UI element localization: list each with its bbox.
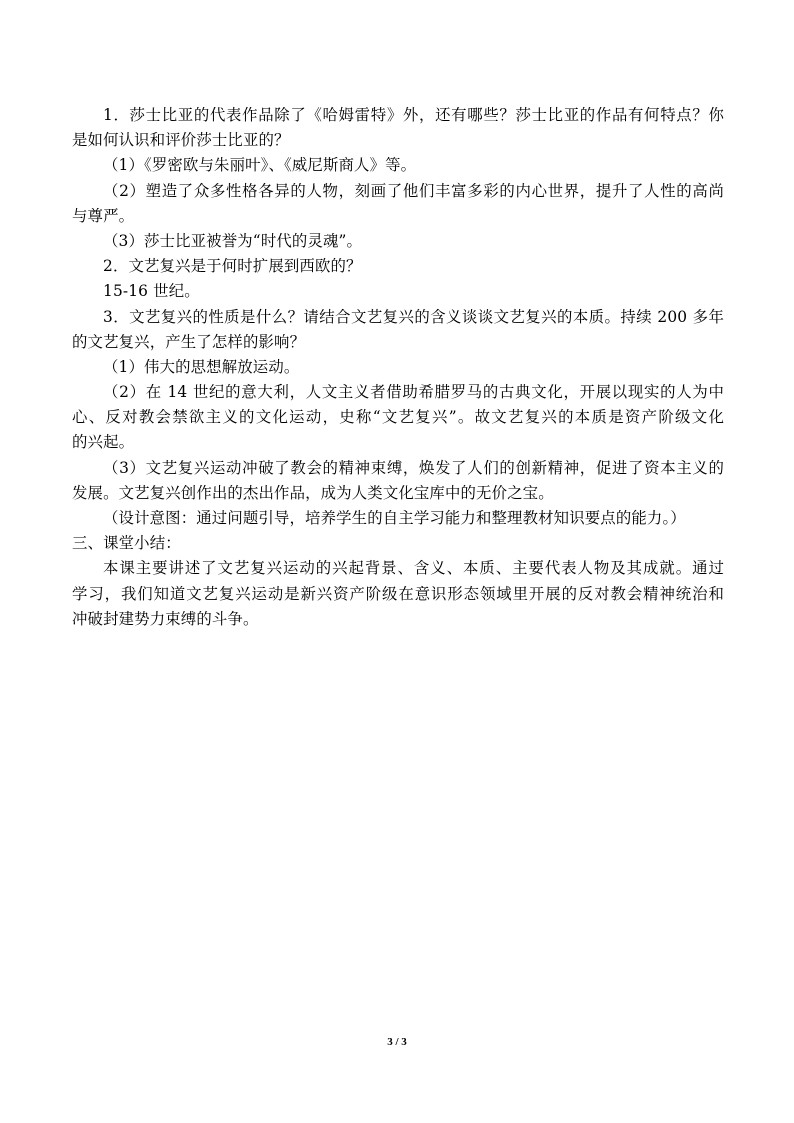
answer-1-part-2-line-1: （2）塑造了众多性格各异的人物，刻画了他们丰富多彩的内心世界，提升了人性的高尚 (103, 181, 724, 200)
answer-3-part-2-line-2: 心、反对教会禁欲主义的文化运动，史称“文艺复兴”。故文艺复兴的本质是资产阶级文化 (72, 408, 724, 427)
page-number: 3 / 3 (387, 1036, 407, 1048)
summary-line-1: 本课主要讲述了文艺复兴运动的兴起背景、含义、本质、主要代表人物及其成就。通过 (103, 559, 724, 578)
answer-1-part-2-line-2: 与尊严。 (72, 206, 135, 225)
answer-1-part-1: （1）《罗密欧与朱丽叶》、《威尼斯商人》等。 (103, 156, 417, 175)
design-intent-note: （设计意图：通过问题引导，培养学生的自主学习能力和整理教材知识要点的能力。） (103, 509, 686, 527)
answer-3-part-2-line-1: （2）在 14 世纪的意大利，人文主义者借助希腊罗马的古典文化，开展以现实的人为中 (103, 383, 724, 402)
summary-line-2: 学习，我们知道文艺复兴运动是新兴资产阶级在意识形态领域里开展的反对教会精神统治和 (72, 584, 724, 603)
question-3-line-1: 3．文艺复兴的性质是什么？请结合文艺复兴的含义谈谈文艺复兴的本质。持续 200 多年 (103, 307, 724, 326)
question-1-line-2: 是如何认识和评价莎士比亚的？ (72, 131, 290, 150)
question-3-line-2: 的文艺复兴，产生了怎样的影响？ (72, 332, 306, 351)
answer-3-part-2-line-3: 的兴起。 (72, 433, 135, 452)
answer-1-part-3: （3）莎士比亚被誉为“时代的灵魂”。 (103, 231, 363, 250)
answer-3-part-3-line-2: 发展。文艺复兴创作出的杰出作品，成为人类文化宝库中的无价之宝。 (72, 483, 554, 502)
answer-3-part-3-line-1: （3）文艺复兴运动冲破了教会的精神束缚，焕发了人们的创新精神，促进了资本主义的 (103, 458, 724, 477)
section-heading-summary: 三、课堂小结： (72, 534, 181, 553)
question-2: 2．文艺复兴是于何时扩展到西欧的？ (103, 257, 362, 276)
answer-2: 15-16 世纪。 (103, 282, 200, 301)
answer-3-part-1: （1）伟大的思想解放运动。 (103, 357, 300, 376)
document-body (72, 103, 724, 632)
question-1-line-1: 1．莎士比亚的代表作品除了《哈姆雷特》外，还有哪些？莎士比亚的作品有何特点？你 (103, 106, 724, 124)
summary-line-3: 冲破封建势力束缚的斗争。 (72, 609, 259, 628)
